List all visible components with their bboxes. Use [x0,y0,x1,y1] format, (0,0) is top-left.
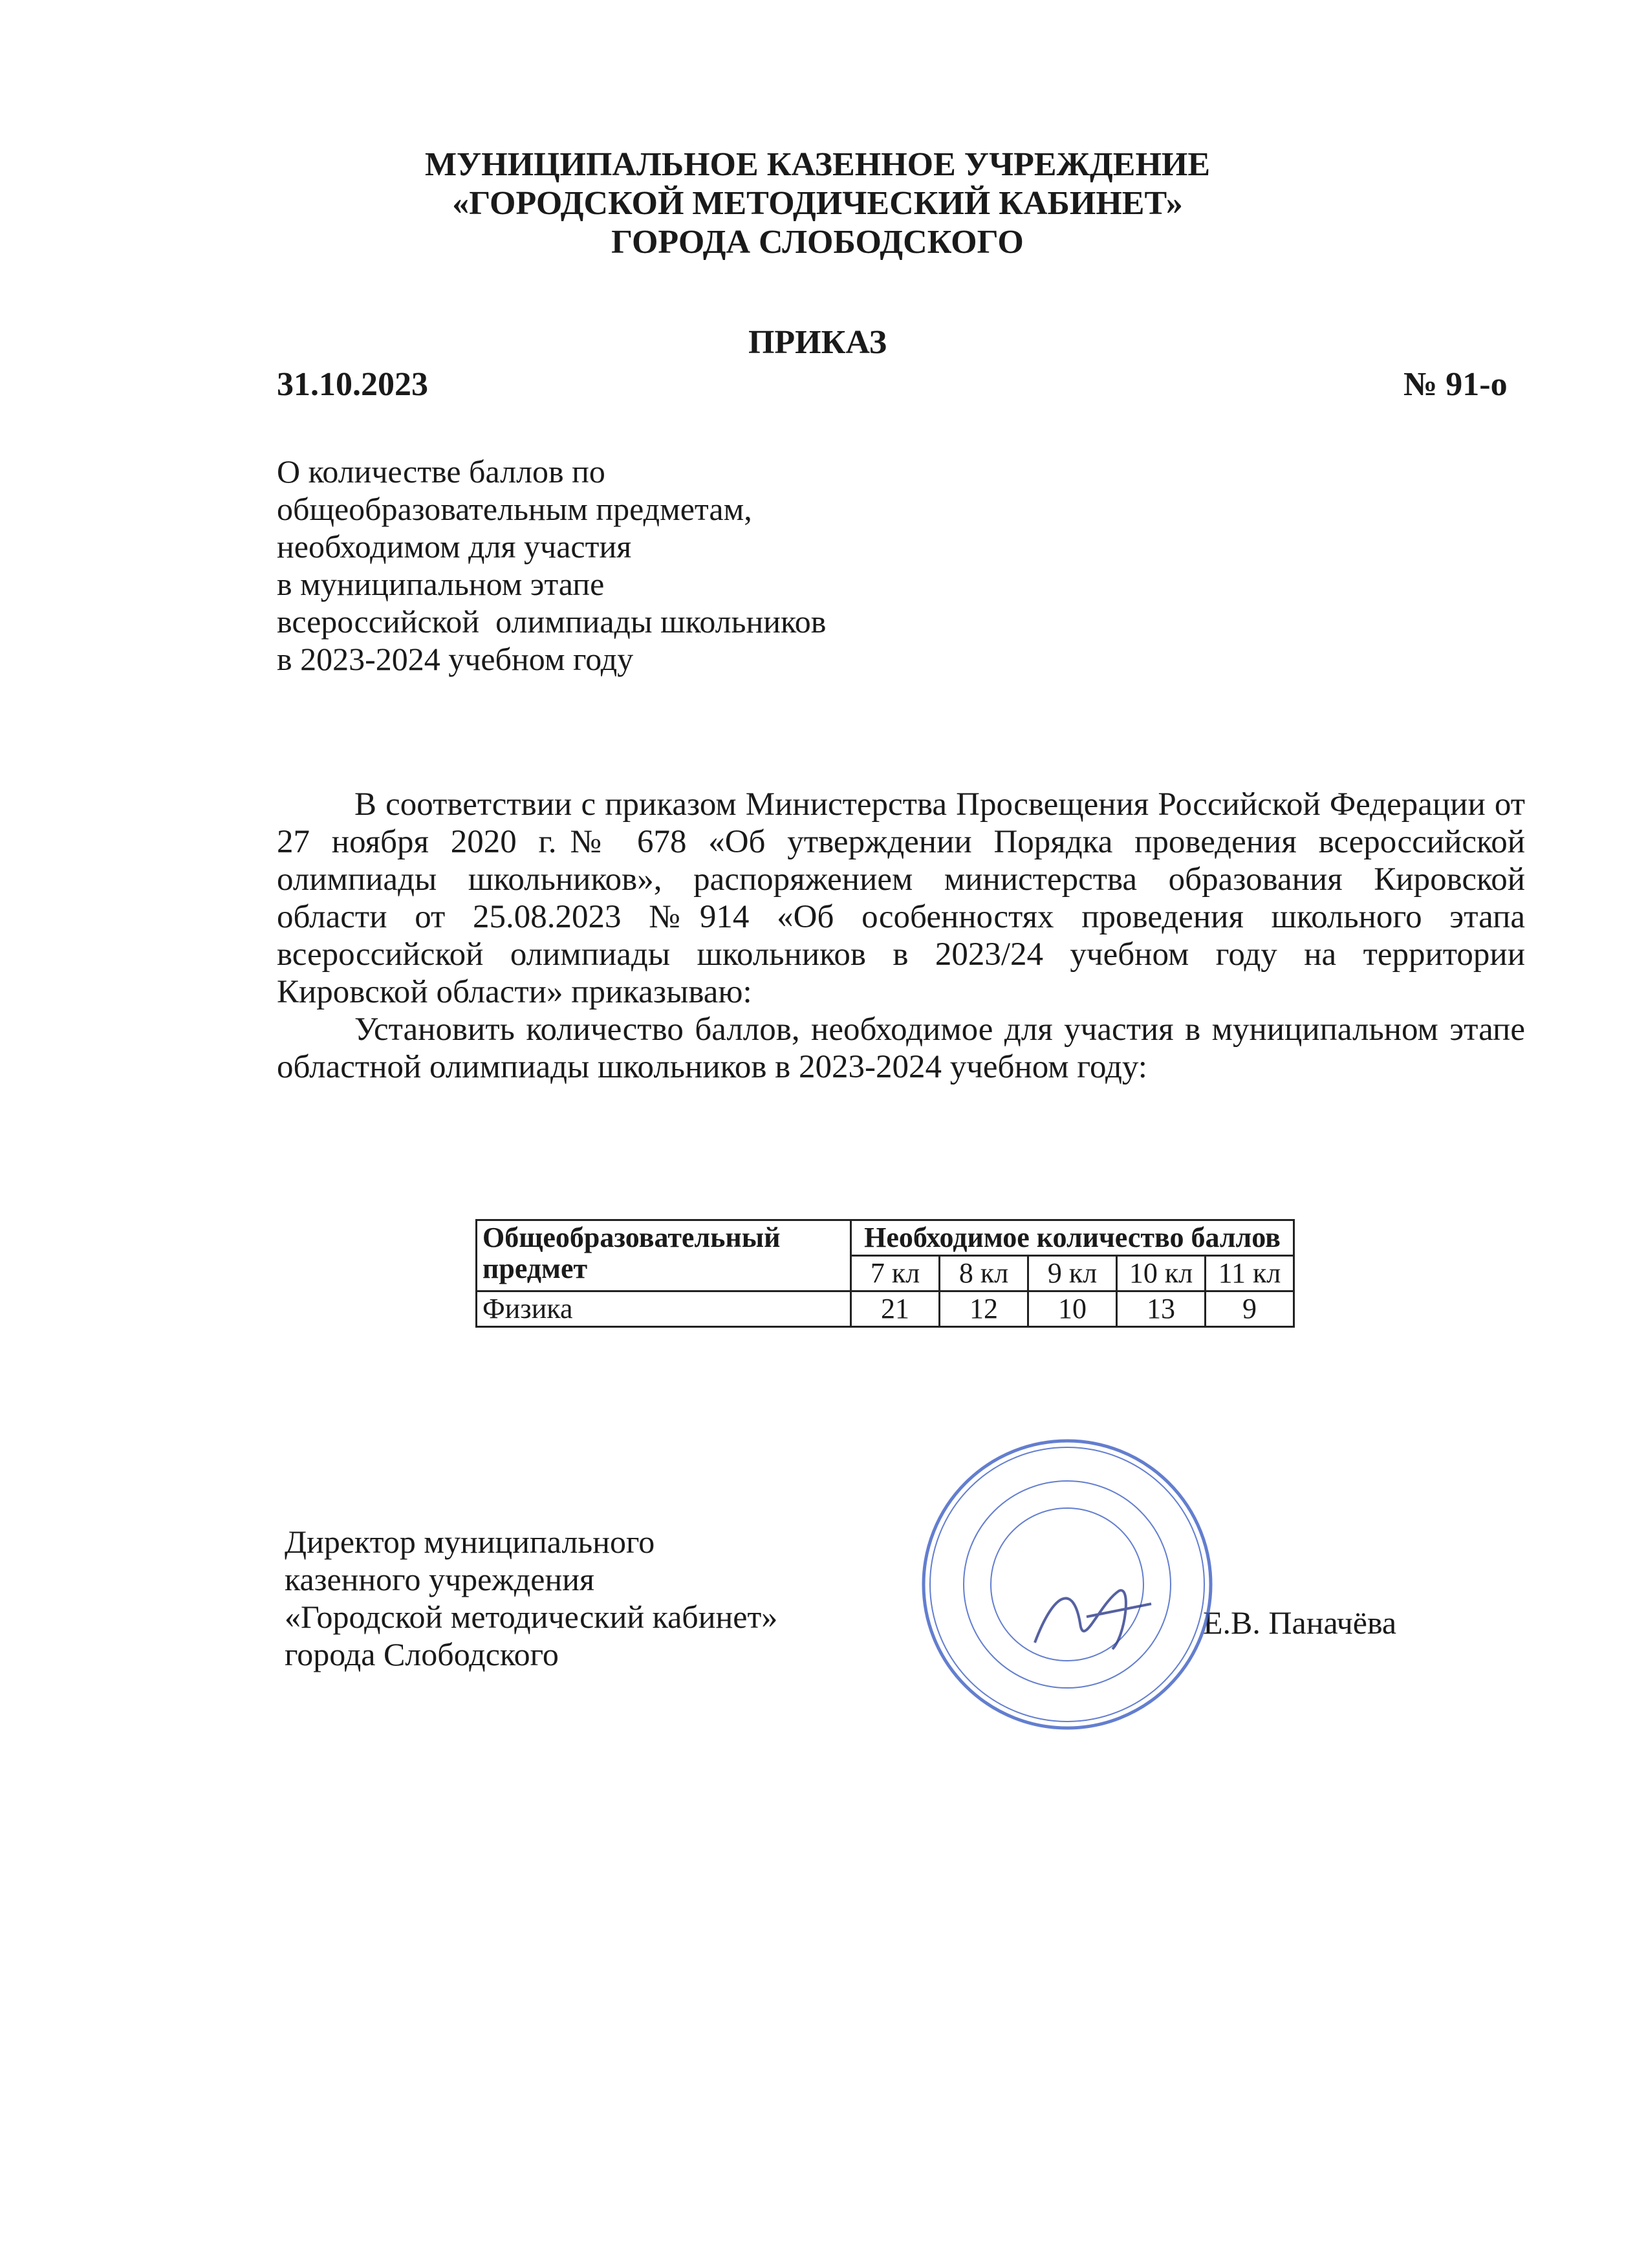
signer-line: города Слободского [285,1636,559,1672]
order-subject [277,453,826,678]
body-paragraph-1: В соответствии с приказом Министерства Просвещения Российской Федерации от 27 ноября 2020 г.№ 678 «Об утверждении Порядка проведения всероссийской олимпиады школьников», распоряжением министерства образования Кировской области от 25.08.2023 №914 «Об особенностях проведения школьного этапа всероссийской олимпиады школьников в 2023/24 учебном году на территории Кировской области» приказываю: [277,786,1525,1010]
subject-line: в 2023-2024 учебном году [277,641,634,677]
subject-line: в муниципальном этапе [277,566,605,602]
subject-line: общеобразовательным предметам, [277,491,752,527]
signer-title [285,1523,777,1673]
header-subject: Общеобразовательный предмет [477,1220,851,1291]
table-header-row [477,1220,1294,1256]
subject-line: О количестве баллов по [277,453,605,490]
header-points: Необходимое количество баллов [851,1220,1294,1256]
score-cell: 10 [1028,1291,1117,1327]
header-line-2: «ГОРОДСКОЙ МЕТОДИЧЕСКИЙ КАБИНЕТ» [452,185,1183,222]
grade-header: 11 кл [1206,1256,1294,1291]
organization-header [0,146,1635,262]
grade-header: 10 кл [1117,1256,1206,1291]
signer-line: «Городской методический кабинет» [285,1599,778,1635]
body-paragraph-2: Установить количество баллов, необходимое для участия в муниципальном этапе областной олимпиады школьников в 2023-2024 учебном году: [277,1011,1525,1085]
score-cell: 13 [1117,1291,1206,1327]
signer-line: Директор муниципального [285,1524,655,1560]
score-cell: 12 [940,1291,1028,1327]
subject-line: необходимом для участия [277,528,632,565]
order-date: 31.10.2023 [277,366,428,403]
header-line-3: ГОРОДА СЛОБОДСКОГО [611,224,1024,261]
order-body [277,786,1525,1086]
scores-table [475,1219,1295,1328]
grade-header: 9 кл [1028,1256,1117,1291]
score-cell: 9 [1206,1291,1294,1327]
order-title: ПРИКАЗ [748,324,887,361]
signer-line: казенного учреждения [285,1561,594,1597]
table-row [477,1291,1294,1327]
grade-header: 7 кл [851,1256,940,1291]
grade-header: 8 кл [940,1256,1028,1291]
handwritten-signature [1022,1565,1164,1669]
subject-cell: Физика [477,1291,851,1327]
signer-name: Е.В. Паначёва [1203,1604,1397,1641]
header-line-1: МУНИЦИПАЛЬНОЕ КАЗЕННОЕ УЧРЕЖДЕНИЕ [424,146,1211,183]
order-number: № 91-о [1403,366,1508,403]
subject-line: всероссийской олимпиады школьников [277,603,827,640]
score-cell: 21 [851,1291,940,1327]
